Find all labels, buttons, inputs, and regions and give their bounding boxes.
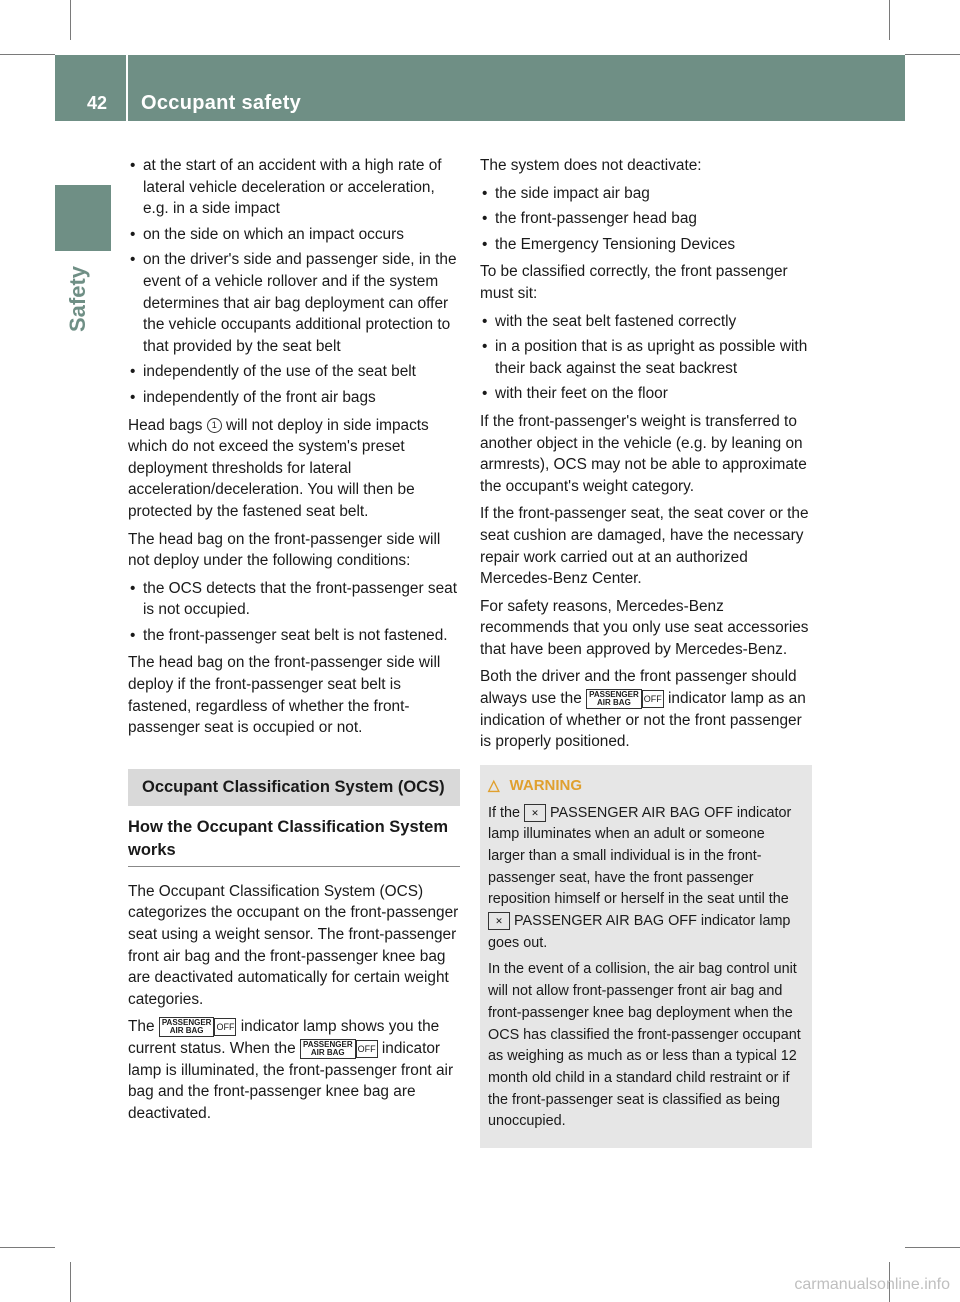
passenger-airbag-label-icon: PASSENGER AIR BAG [300,1039,356,1059]
paragraph: The head bag on the front-passenger side will not deploy under the following conditions: [128,530,441,570]
airbag-off-icon: ✕ [524,804,546,822]
crop-mark [0,1247,55,1248]
right-column [480,155,812,1148]
paragraph: For safety reasons, Mercedes-Benz recommends that you only use seat accessories that have been approved by Mercedes-Benz. [480,597,809,658]
warning-heading [488,775,804,797]
passenger-airbag-label-icon: PASSENGER AIR BAG [159,1017,215,1037]
airbag-off-icon: OFF [356,1040,378,1058]
text: Head bags [128,416,203,434]
airbag-off-icon: OFF [214,1018,236,1036]
list-item: • in a position that is as upright as possible with their back against the seat backrest [480,336,812,379]
paragraph: If the front-passenger seat, the seat cover or the seat cushion are damaged, have the necessary repair work carried out at an authorized Mercedes-Benz Center. [480,505,809,588]
crop-mark [70,1262,71,1302]
list-item: • with their feet on the floor [480,383,812,405]
bullet-list [480,311,812,405]
crop-mark [905,54,960,55]
text: The [128,1018,155,1036]
text: Both the driver and the front passenger should always use the [480,668,797,708]
paragraph: If the front-passenger's weight is transferred to another object in the vehicle (e.g. by leaning on armrests), OCS may not be able to approximate the occupant's weight category. [480,412,807,495]
list-item: • at the start of an accident with a high rate of lateral vehicle deceleration or acceleration, e.g. in a side impact [128,155,460,220]
crop-mark [905,1247,960,1248]
paragraph [480,666,812,752]
passenger-airbag-label-icon: PASSENGER AIR BAG [586,689,642,709]
airbag-off-icon: OFF [642,690,664,708]
list-item: • the side impact air bag [480,183,812,205]
paragraph [488,803,804,955]
warning-triangle-icon: △ [488,776,500,794]
text: indicator lamp shows you the current status. When the [128,1018,440,1057]
paragraph [128,415,460,523]
page-number: 42 [87,93,108,113]
callout-marker: 1 [207,418,222,433]
list-item: • independently of the front air bags [128,387,460,409]
watermark: carmanualsonline.info [794,1276,950,1293]
header-divider [126,55,128,121]
paragraph: The Occupant Classification System (OCS) categorizes the occupant on the front-passenger seat using a weight sensor. The front-passenger front air bag and the front-passenger knee bag are deactivated automatically for certain weight categories. [128,882,459,1008]
crop-mark [70,0,71,40]
list-item: • with the seat belt fastened correctly [480,311,812,333]
list-item: • on the driver's side and passenger side, in the event of a vehicle rollover and if the system determines that air bag deployment can offer the vehicle occupants additional protection to that provided by the seat belt [128,249,460,357]
page-title: Occupant safety [141,92,302,114]
airbag-off-icon: ✕ [488,912,510,930]
list-item: • the Emergency Tensioning Devices [480,234,812,256]
paragraph [128,1016,460,1124]
paragraph: The system does not deactivate: [480,157,702,174]
paragraph: In the event of a collision, the air bag control unit will not allow front-passenger front air bag and front-passenger knee bag deployment when the OCS has classified the front-passenger occupant as weighing as much as or less than a typical 12 month old child in a standard child restraint or if the front-passenger seat is classified as being unoccupied. [488,961,801,1130]
list-item: • the front-passenger seat belt is not fastened. [128,625,460,647]
section-heading: Occupant Classification System (OCS) [128,769,460,806]
warning-title: WARNING [509,776,583,794]
section-tab [55,185,111,251]
crop-mark [0,54,55,55]
text: PASSENGER AIR BAG OFF indicator lamp goes out. [488,913,791,951]
bullet-list [128,155,460,409]
bullet-list [480,183,812,256]
crop-mark [889,0,890,40]
subsection-heading: How the Occupant Classification System works [128,816,460,867]
bullet-list [128,578,460,647]
section-label-text: Safety [65,265,90,332]
section-label [55,252,111,332]
list-item: • independently of the use of the seat belt [128,361,460,383]
text: PASSENGER AIR BAG OFF indicator lamp illuminates when an adult or someone larger than a small individual is in the front-passenger seat, have the front passenger reposition himself or herself in the seat until the [488,804,792,908]
paragraph: The head bag on the front-passenger side will deploy if the front-passenger seat belt is fastened, regardless of whether the front-passenger seat is occupied or not. [128,654,441,737]
list-item: • on the side on which an impact occurs [128,224,460,246]
text: will not deploy in side impacts which do not exceed the system's preset deployment thresholds for lateral acceleration/deceleration. You will then be protected by the fastened seat belt. [128,416,429,520]
paragraph: To be classified correctly, the front passenger must sit: [480,263,788,302]
text: If the [488,804,520,821]
list-item: • the front-passenger head bag [480,208,812,230]
text: indicator lamp as an indication of whether or not the front passenger is properly positioned. [480,690,806,751]
warning-box [480,765,812,1148]
text: indicator lamp is illuminated, the front-passenger front air bag and the front-passenger knee bag are deactivated. [128,1040,454,1122]
left-column [128,155,460,1130]
list-item: • the OCS detects that the front-passenger seat is not occupied. [128,578,460,621]
page-header [55,55,905,121]
